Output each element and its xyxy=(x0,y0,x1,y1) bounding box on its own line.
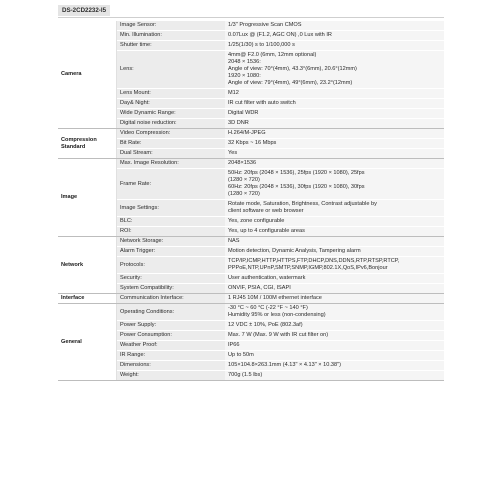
spec-row xyxy=(58,109,444,119)
spec-value-line: 105×104.8×263.1mm (4.13" × 4.13" × 10.38") xyxy=(228,362,341,368)
spec-value xyxy=(225,257,444,274)
spec-value-line: Yes, up to 4 configurable areas xyxy=(228,228,305,234)
spec-value-line: Motion detection, Dynamic Analysis, Tampering alarm xyxy=(228,248,361,254)
spec-label: Bit Rate: xyxy=(117,139,226,149)
spec-value-line: NAS xyxy=(228,238,240,244)
spec-row xyxy=(58,200,444,217)
spec-value-line: User authentication, watermark xyxy=(228,275,306,281)
spec-label: IR Range: xyxy=(117,351,226,361)
spec-value xyxy=(225,227,444,237)
spec-value xyxy=(225,294,444,304)
spec-row xyxy=(58,284,444,294)
spec-label: Min. Illumination: xyxy=(117,31,226,41)
spec-value-line: 1/25(1/30) s to 1/100,000 s xyxy=(228,42,295,48)
spec-value xyxy=(225,274,444,284)
spec-value-line: ONVIF, PSIA, CGI, ISAPI xyxy=(228,285,291,291)
spec-value xyxy=(225,169,444,200)
spec-value xyxy=(225,284,444,294)
spec-label: Day& Night: xyxy=(117,99,226,109)
spec-value-line: Rotate mode, Saturation, Brightness, Contrast adjustable by xyxy=(228,201,377,207)
spec-value-line: (1280 × 720) xyxy=(228,191,260,197)
spec-row xyxy=(58,371,444,381)
spec-value-line: 32 Kbps ~ 16 Mbps xyxy=(228,140,277,146)
spec-value-line: 50Hz: 20fps (2048 × 1536), 25fps (1920 × 1080), 25fps xyxy=(228,170,365,176)
spec-row xyxy=(58,257,444,274)
spec-value-line: Max. 7 W (Max. 9 W with IR cut filter on) xyxy=(228,332,329,338)
spec-value-line: Angle of view: 79°(4mm), 49°(6mm), 23.2°(12mm) xyxy=(228,80,353,86)
spec-value-line: 0.07Lux @ (F1.2, AGC ON) ,0 Lux with IR xyxy=(228,32,332,38)
spec-row xyxy=(58,237,444,247)
spec-value-line: H.264/M-JPEG xyxy=(228,130,266,136)
spec-value xyxy=(225,149,444,159)
spec-value xyxy=(225,247,444,257)
spec-row xyxy=(58,321,444,331)
spec-value xyxy=(225,351,444,361)
spec-value-line: Yes, zone configurable xyxy=(228,218,285,224)
spec-value xyxy=(225,129,444,139)
spec-label: Lens Mount: xyxy=(117,89,226,99)
spec-row xyxy=(58,89,444,99)
spec-row xyxy=(58,351,444,361)
spec-row xyxy=(58,341,444,351)
spec-row xyxy=(58,227,444,237)
spec-value xyxy=(225,341,444,351)
section-title: General xyxy=(58,304,117,381)
spec-row xyxy=(58,139,444,149)
section-title: Image xyxy=(58,159,117,237)
spec-value xyxy=(225,139,444,149)
spec-value-line: IR cut filter with auto switch xyxy=(228,100,296,106)
spec-value xyxy=(225,321,444,331)
spec-table-body xyxy=(58,21,444,381)
spec-label: Power Supply: xyxy=(117,321,226,331)
spec-label: System Compatibility: xyxy=(117,284,226,294)
spec-table xyxy=(58,21,444,381)
spec-label: Wide Dynamic Range: xyxy=(117,109,226,119)
spec-label: Dual Stream: xyxy=(117,149,226,159)
spec-value-line: 700g (1.5 lbs) xyxy=(228,372,263,378)
spec-row xyxy=(58,31,444,41)
spec-label: Shutter time: xyxy=(117,41,226,51)
spec-label: Weather Proof: xyxy=(117,341,226,351)
spec-value xyxy=(225,371,444,381)
spec-value xyxy=(225,159,444,169)
model-header-bar xyxy=(58,4,444,18)
spec-label: Image Settings: xyxy=(117,200,226,217)
spec-row xyxy=(58,149,444,159)
spec-row xyxy=(58,119,444,129)
spec-label: Lens: xyxy=(117,51,226,89)
spec-row xyxy=(58,51,444,89)
spec-value-line: 12 VDC ± 10%, PoE (802.3af) xyxy=(228,322,303,328)
spec-label: Security: xyxy=(117,274,226,284)
spec-value xyxy=(225,99,444,109)
spec-value-line: 2048 × 1536: xyxy=(228,59,261,65)
spec-value-line: 4mm@ F2.0 (6mm, 12mm optional) xyxy=(228,52,317,58)
spec-value xyxy=(225,217,444,227)
spec-label: ROI: xyxy=(117,227,226,237)
spec-label: Power Consumption: xyxy=(117,331,226,341)
spec-value-line: PPPoE,NTP,UPnP,SMTP,SNMP,IGMP,802.1X,QoS,IPv6,Bonjour xyxy=(228,265,388,271)
spec-value-line: 1 RJ45 10M / 100M ethernet interface xyxy=(228,295,322,301)
spec-row xyxy=(58,217,444,227)
section-title: Camera xyxy=(58,21,117,129)
spec-value-line: 2048×1536 xyxy=(228,160,257,166)
spec-label: Network Storage: xyxy=(117,237,226,247)
spec-value-line: 3D DNR xyxy=(228,120,249,126)
spec-label: Digital noise reduction: xyxy=(117,119,226,129)
spec-value xyxy=(225,51,444,89)
spec-value xyxy=(225,109,444,119)
spec-value-line: client software or web browser xyxy=(228,208,304,214)
spec-label: Video Compression: xyxy=(117,129,226,139)
spec-value-line: 1920 × 1080: xyxy=(228,73,261,79)
spec-value-line: 60Hz: 20fps (2048 × 1536), 30fps (1920 × 1080), 30fps xyxy=(228,184,365,190)
spec-row xyxy=(58,294,444,304)
spec-value xyxy=(225,304,444,321)
spec-row xyxy=(58,331,444,341)
spec-value-line: Up to 50m xyxy=(228,352,254,358)
spec-value-line: TCP/IP,ICMP,HTTP,HTTPS,FTP,DHCP,DNS,DDNS,RTP,RTSP,RTCP, xyxy=(228,258,400,264)
spec-label: Image Sensor: xyxy=(117,21,226,31)
section-title: Interface xyxy=(58,294,117,304)
spec-label: Max. Image Resolution: xyxy=(117,159,226,169)
spec-label: Dimensions: xyxy=(117,361,226,371)
spec-value-line: (1280 × 720) xyxy=(228,177,260,183)
spec-row xyxy=(58,361,444,371)
spec-row xyxy=(58,21,444,31)
spec-label: Frame Rate: xyxy=(117,169,226,200)
spec-row xyxy=(58,159,444,169)
spec-value xyxy=(225,31,444,41)
spec-label: Communication Interface: xyxy=(117,294,226,304)
spec-row xyxy=(58,247,444,257)
spec-label: Weight: xyxy=(117,371,226,381)
spec-value xyxy=(225,21,444,31)
spec-value-line: Humidity 95% or less (non-condensing) xyxy=(228,312,326,318)
spec-value xyxy=(225,237,444,247)
spec-value-line: Yes xyxy=(228,150,238,156)
spec-value xyxy=(225,361,444,371)
spec-value-line: Digital WDR xyxy=(228,110,259,116)
spec-label: Operating Conditions: xyxy=(117,304,226,321)
section-title: Compression Standard xyxy=(58,129,117,159)
model-name: DS-2CD2232-I5 xyxy=(58,5,110,16)
spec-value-line: IP66 xyxy=(228,342,240,348)
spec-value-line: 1/3" Progressive Scan CMOS xyxy=(228,22,302,28)
spec-value-line: Angle of view: 70°(4mm), 43.3°(6mm), 20.6°(12mm) xyxy=(228,66,357,72)
spec-value xyxy=(225,41,444,51)
spec-label: Alarm Trigger: xyxy=(117,247,226,257)
spec-value-line: M12 xyxy=(228,90,239,96)
spec-label: Protocols: xyxy=(117,257,226,274)
spec-row xyxy=(58,41,444,51)
spec-row xyxy=(58,304,444,321)
spec-row xyxy=(58,99,444,109)
spec-row xyxy=(58,129,444,139)
spec-row xyxy=(58,274,444,284)
section-title: Network xyxy=(58,237,117,294)
spec-label: BLC: xyxy=(117,217,226,227)
spec-value xyxy=(225,119,444,129)
spec-value xyxy=(225,89,444,99)
spec-value-line: -30 °C ~ 60 °C (-22 °F ~ 140 °F) xyxy=(228,305,308,311)
spec-value xyxy=(225,331,444,341)
spec-row xyxy=(58,169,444,200)
spec-value xyxy=(225,200,444,217)
